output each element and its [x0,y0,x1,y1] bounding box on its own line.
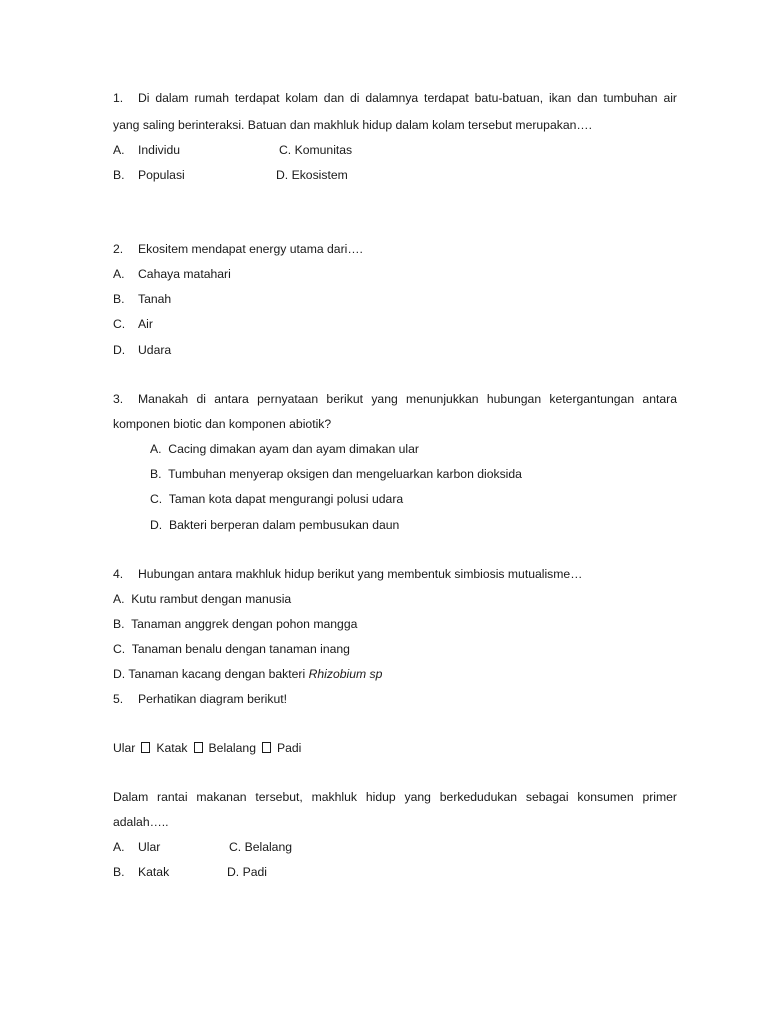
chain-belalang: Belalang [208,741,256,755]
chain-katak: Katak [156,741,188,755]
q4-option-c: C. Tanaman benalu dengan tanaman inang [113,642,350,656]
q2-option-c: C. Air [113,317,153,331]
q1-line-1 [113,90,677,106]
q2-option-a: A. Cahaya matahari [113,267,231,281]
q4-question: 4. Hubungan antara makhluk hidup berikut yang membentuk simbiosis mutualisme… [113,567,583,581]
q4-option-d-species: Rhizobium sp [308,667,383,681]
q3-text-b: komponen biotic dan komponen abiotik? [113,417,332,431]
q3-option-b: B. Tumbuhan menyerap oksigen dan mengeluarkan karbon dioksida [150,467,522,481]
arrow-icon [141,742,150,753]
q5-question: 5. Perhatikan diagram berikut! [113,692,288,706]
q1-option-c: C. Komunitas [279,143,353,157]
q3-option-c: C. Taman kota dapat mengurangi polusi udara [150,492,404,506]
q1-option-a: A. Individu [113,143,181,157]
q2-option-d: D. Udara [113,343,172,357]
q3-line-1 [113,391,677,407]
q5-prompt-a: Dalam rantai makanan tersebut, makhluk hidup yang berkedudukan sebagai konsumen primer [113,790,677,804]
q1-text-b: yang saling berinteraksi. Batuan dan makhluk hidup dalam kolam tersebut merupakan…. [113,118,592,132]
arrow-icon [262,742,271,753]
q1-option-b: B. Populasi [113,168,185,182]
chain-ular: Ular [113,741,136,755]
q3-text-a: Manakah di antara pernyataan berikut yang menunjukkan hubungan ketergantungan antara [138,392,677,406]
arrow-icon [194,742,203,753]
q3-option-d: D. Bakteri berperan dalam pembusukan daun [150,518,400,532]
q5-prompt-b: adalah….. [113,815,169,829]
q4-option-b: B. Tanaman anggrek dengan pohon mangga [113,617,358,631]
q2-option-b: B. Tanah [113,292,172,306]
q5-option-a: A. Ular [113,840,161,854]
q5-option-b: B. Katak [113,865,170,879]
food-chain-diagram [113,740,301,756]
q5-option-c: C. Belalang [229,840,293,854]
q4-option-d: D. Tanaman kacang dengan bakteri Rhizobium sp [113,667,383,681]
q4-option-a: A. Kutu rambut dengan manusia [113,592,292,606]
q1-number: 1. [113,91,124,105]
q2-question: 2. Ekositem mendapat energy utama dari…. [113,242,363,256]
q1-option-d: D. Ekosistem [276,168,348,182]
q1-text-a: Di dalam rumah terdapat kolam dan di dalamnya terdapat batu-batuan, ikan dan tumbuhan air [138,91,677,105]
q3-option-a: A. Cacing dimakan ayam dan ayam dimakan ular [150,442,419,456]
q5-option-d: D. Padi [227,865,267,879]
chain-padi: Padi [276,741,302,755]
q3-number: 3. [113,392,124,406]
